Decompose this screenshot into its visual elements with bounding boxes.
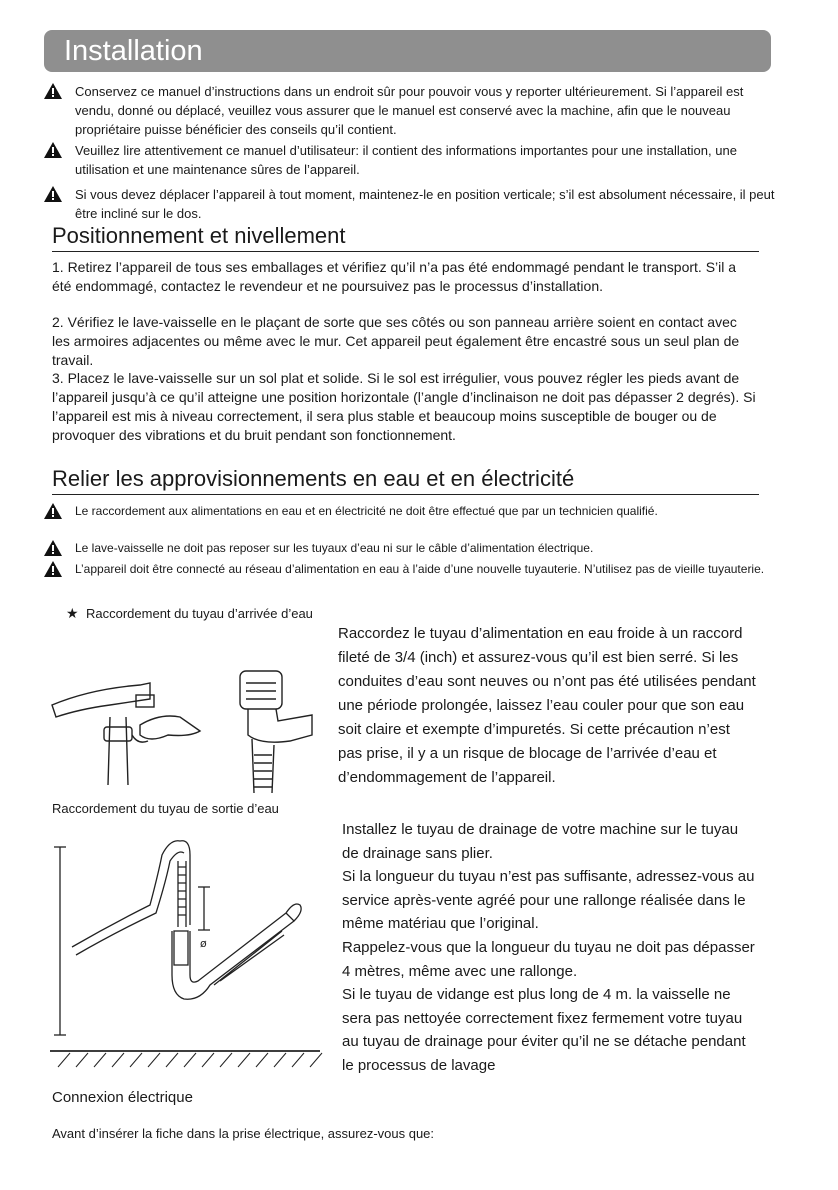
connection-warning <box>44 502 778 520</box>
warning-triangle-icon <box>44 540 62 556</box>
connection-warning-text: Le raccordement aux alimentations en eau et en électricité ne doit être effectué que par un technicien qualifié. <box>75 504 658 518</box>
faucet-illustration <box>50 665 330 795</box>
positioning-step: 2. Vérifiez le lave-vaisselle en le plaçant de sorte que ses côtés ou son panneau arrière soient en contact avec les armoires adjacentes ou même avec le mur. Cet appareil peut également être encastré sous un seul plan de travail. <box>52 314 740 368</box>
intro-warning-text: Conservez ce manuel d’instructions dans un endroit sûr pour pouvoir vous y reporter ultérieurement. Si l’appareil est vendu, donné ou déplacé, veuillez vous assurer que le manuel est conservé avec la machine, afin que le nouveau propriétaire puisse bénéficier des conseils qu’il contient. <box>75 84 744 137</box>
inlet-title: Raccordement du tuyau d’arrivée d’eau <box>86 606 313 621</box>
intro-warning <box>44 141 778 179</box>
warning-triangle-icon <box>44 142 62 158</box>
inlet-text: Raccordez le tuyau d’alimentation en eau froide à un raccord fileté de 3/4 (inch) et assurez-vous qu’il est bien serré. Si les conduites d’eau sont neuves ou n’ont pas été utilisées pendant une période prolongée, laissez l’eau couler pour que son eau soit claire et exempte d’impuretés. Si cette précaution n’est pas prise, il y a un risque de blocage de l’arrivée d’eau et d’endommagement de l’appareil. <box>338 625 756 786</box>
warning-triangle-icon <box>44 83 62 99</box>
connection-warning <box>44 539 778 557</box>
section-heading-positioning: Positionnement et nivellement <box>52 222 759 252</box>
diameter-label: ø <box>200 937 207 950</box>
warning-triangle-icon <box>44 186 62 202</box>
warning-triangle-icon <box>44 561 62 577</box>
drain-text <box>342 818 756 1078</box>
connection-warning-text: Le lave-vaisselle ne doit pas reposer sur les tuyaux d’eau ni sur le câble d’alimentation électrique. <box>75 541 594 555</box>
intro-warning <box>44 185 778 223</box>
connection-warning-text: L’appareil doit être connecté au réseau d’alimentation en eau à l’aide d’une nouvelle tuyauterie. N’utilisez pas de vieille tuyauterie. <box>75 562 765 576</box>
drain-diagram <box>50 835 330 1070</box>
warning-triangle-icon <box>44 503 62 519</box>
electric-caption: Connexion électrique <box>52 1089 193 1106</box>
connection-warning <box>44 560 778 578</box>
inlet-subheading <box>66 604 313 623</box>
drain-text-body: Installez le tuyau de drainage de votre machine sur le tuyau de drainage sans plier. Si la longueur du tuyau n’est pas suffisante, adressez-vous au service après-vente agréé pour une rallonge réalisée dans le même matériau que l’original. Rappelez-vous que la longueur du tuyau ne doit pas dépasser 4 mètres, même avec une rallonge. Si le tuyau de vidange est plus long de 4 m. la vaisselle ne sera pas nettoyée correctement fixez fermement votre tuyau au tuyau de drainage pour éviter qu’il ne se détache pendant le processus de lavage <box>342 821 755 1074</box>
electric-text: Avant d’insérer la fiche dans la prise électrique, assurez-vous que: <box>52 1126 435 1141</box>
star-bullet-icon: ★ <box>66 605 79 621</box>
positioning-step: 3. Placez le lave-vaisselle sur un sol plat et solide. Si le sol est irrégulier, vous pouvez régler les pieds avant de l’appareil jusqu’à ce qu’il atteigne une position horizontale (l’angle d’inclinaison ne doit pas dépasser 2 degrés). Si l’appareil est mis à niveau correctement, il sera plus stable et beaucoup moins susceptible de bouger ou de provoquer des vibrations et du bruit pendant son fonctionnement. <box>52 370 756 443</box>
outlet-caption: Raccordement du tuyau de sortie d’eau <box>52 801 279 816</box>
page-title: Installation <box>44 30 771 72</box>
intro-warning <box>44 82 778 139</box>
section-heading-connections: Relier les approvisionnements en eau et en électricité <box>52 465 759 495</box>
intro-warning-text: Si vous devez déplacer l’appareil à tout moment, maintenez-le en position verticale; s’il est absolument nécessaire, il peut être incliné sur le dos. <box>75 187 775 221</box>
positioning-step: 1. Retirez l’appareil de tous ses emballages et vérifiez qu’il n’a pas été endommagé pendant le transport. S’il a été endommagé, contactez le revendeur et ne poursuivez pas le processus d’installation. <box>52 259 737 294</box>
intro-warning-text: Veuillez lire attentivement ce manuel d’utilisateur: il contient des informations importantes pour une installation, une utilisation et une maintenance sûres de l’appareil. <box>75 143 737 177</box>
